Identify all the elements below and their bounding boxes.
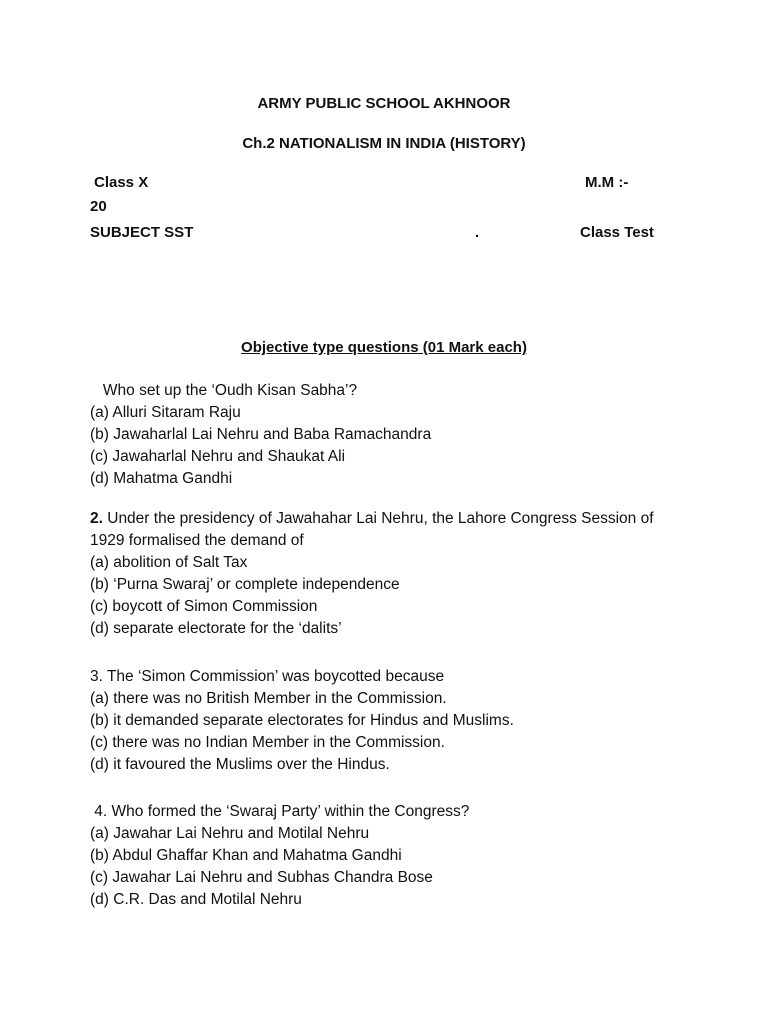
question-text-line-2: 1929 formalised the demand of — [90, 532, 304, 549]
option-c: (c) Jawahar Lai Nehru and Subhas Chandra Bose — [90, 869, 433, 886]
question-4 — [90, 801, 690, 911]
option-d: (d) Mahatma Gandhi — [90, 470, 233, 487]
option-c: (c) Jawaharlal Nehru and Shaukat Ali — [90, 448, 346, 465]
option-c: (c) boycott of Simon Commission — [90, 598, 318, 615]
option-a: (a) Alluri Sitaram Raju — [90, 404, 241, 421]
option-b: (b) it demanded separate electorates for Hindus and Muslims. — [90, 712, 514, 729]
question-3 — [90, 666, 690, 776]
section-title: Objective type questions (01 Mark each) — [241, 339, 527, 356]
question-text — [90, 508, 690, 530]
option-c: (c) there was no Indian Member in the Commission. — [90, 734, 445, 751]
question-text-line-1: Under the presidency of Jawahahar Lai Nehru, the Lahore Congress Session of — [102, 510, 654, 527]
option-b: (b) Jawaharlal Lai Nehru and Baba Ramachandra — [90, 426, 432, 443]
question-number: 2. — [90, 510, 103, 527]
option-b: (b) Abdul Ghaffar Khan and Mahatma Gandhi — [90, 847, 402, 864]
option-b: (b) ‘Purna Swaraj’ or complete independence — [90, 576, 400, 593]
option-d: (d) C.R. Das and Motilal Nehru — [90, 891, 302, 908]
question-text: Who set up the ‘Oudh Kisan Sabha’? — [90, 382, 358, 399]
option-d: (d) it favoured the Muslims over the Hindus. — [90, 756, 390, 773]
subject-label: SUBJECT SST — [90, 224, 194, 241]
option-a: (a) abolition of Salt Tax — [90, 554, 248, 571]
test-type-label: Class Test — [580, 224, 654, 241]
chapter-title: Ch.2 NATIONALISM IN INDIA (HISTORY) — [242, 135, 526, 152]
option-a: (a) Jawahar Lai Nehru and Motilal Nehru — [90, 825, 370, 842]
option-d: (d) separate electorate for the ‘dalits’ — [90, 620, 342, 637]
max-marks-label: M.M :- — [585, 174, 629, 191]
school-name: ARMY PUBLIC SCHOOL AKHNOOR — [257, 95, 511, 112]
question-2 — [90, 508, 690, 640]
separator-dot: . — [475, 224, 480, 241]
option-a: (a) there was no British Member in the Commission. — [90, 690, 447, 707]
max-marks-value: 20 — [90, 198, 107, 215]
question-1 — [90, 380, 690, 490]
question-text: 4. Who formed the ‘Swaraj Party’ within the Congress? — [90, 803, 470, 820]
question-text: 3. The ‘Simon Commission’ was boycotted because — [90, 668, 445, 685]
class-label: Class X — [94, 174, 149, 191]
